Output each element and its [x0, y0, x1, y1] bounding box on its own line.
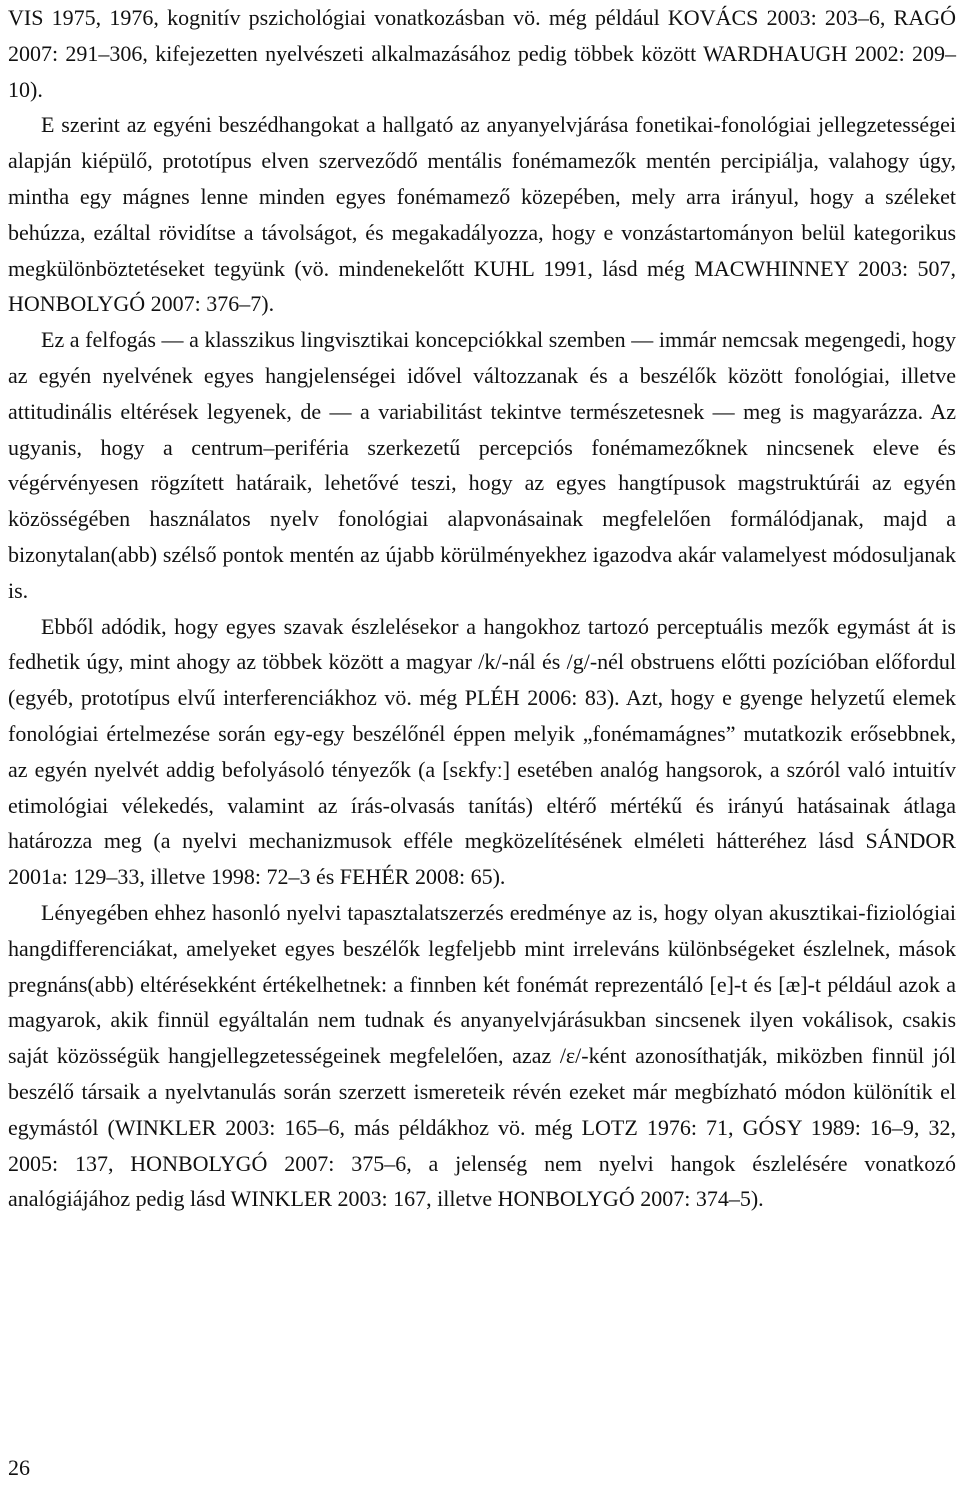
document-page [8, 0, 956, 1217]
paragraph-phoneme-magnet: E szerint az egyéni beszédhangokat a hallgató az anyanyelvjárása fonetikai-fonológiai jellegzetességei alapján kiépülő, prototípus elven szerveződő mentális fonémamezők mentén percipiálja, valahogy úgy, mintha egy mágnes lenne minden egyes fonémamező közepében, mely arra irányul, hogy a széleket behúzza, ezáltal rövidítse a távolságot, és megakadályozza, hogy e vonzástartományon belül kategorikus megkülönböztetéseket tegyünk (vö. mindenekelőtt KUHL 1991, lásd még MACWHINNEY 2003: 507, HONBOLYGÓ 2007: 376–7). [8, 112, 956, 317]
paragraph-variability: Ez a felfogás — a klasszikus lingvisztikai koncepciókkal szemben — immár nemcsak megengedi, hogy az egyén nyelvének egyes hangjelenségei idővel változzanak és a beszélők között fonológiai, illetve attitudinális eltérések legyenek, de — a variabilitást tekintve természetesnek — meg is magyarázza. Az ugyanis, hogy a centrum–periféria szerkezetű percepciós fonémamezőknek nincsenek eleve és végérvényesen rögzített határaik, lehetővé teszi, hogy az egyes hangtípusok magstruktúrái az egyén közösségében használatos nyelv fonológiai alapvonásainak megfelelően formálódjanak, majd a bizonytalan(abb) szélső pontok mentén az újabb körülményekhez igazodva akár valamelyest módosuljanak is. [8, 327, 956, 603]
page-number: 26 [8, 1455, 30, 1480]
paragraph-perceptual-fields: Ebből adódik, hogy egyes szavak észlelésekor a hangokhoz tartozó perceptuális mezők egymást át is fedhetik úgy, mint ahogy az többek között a magyar /k/-nál és /g/-nél obstruens előtti pozícióban előfordul (egyéb, prototípus elvű interferenciákhoz vö. még PLÉH 2006: 83). Azt, hogy e gyenge helyzetű elemek fonológiai értelmezése során egy-egy beszélőnél éppen melyik „fonémamágnes” mutatkozik erősebbnek, az egyén nyelvét addig befolyásoló tényezők (a [sɛkfyː] esetében analóg hangsorok, a szóról való intuitív etimológiai vélekedés, valamint az írás-olvasás tanítás) eltérő mértékű és irányú hatásainak átlaga határozza meg (a nyelvi mechanizmusok efféle megközelítésének elméleti hátteréhez lásd SÁNDOR 2001a: 129–33, illetve 1998: 72–3 és FEHÉR 2008: 65). [8, 613, 956, 890]
paragraph-continuation: VIS 1975, 1976, kognitív pszichológiai vonatkozásban vö. még például KOVÁCS 2003: 203–6, RAGÓ 2007: 291–306, kifejezetten nyelvészeti alkalmazásához pedig többek között WARDHAUGH 2002: 209–10). [8, 5, 956, 102]
paragraph-finnish-vowels: Lényegében ehhez hasonló nyelvi tapasztalatszerzés eredménye az is, hogy olyan akusztikai-fiziológiai hangdifferenciákat, amelyeket egyes beszélők legfeljebb mint irreleváns különbségeket észlelnek, mások pregnáns(abb) eltérésekként értékelhetnek: a finnben két fonémát reprezentáló [e]-t és [æ]-t például azok a magyarok, akik finnül egyáltalán nem tudnak és anyanyelvjárásukban sincsenek ilyen vokálisok, csakis saját közösségük hangjellegzetességeinek megfelelően, azaz /ɛ/-ként azonosíthatják, miközben finnül jól beszélő társaik a nyelvtanulás során szerzett ismereteik révén ezeket már megbízható módon különítik el egymástól (WINKLER 2003: 165–6, más példákhoz vö. még LOTZ 1976: 71, GÓSY 1989: 16–9, 32, 2005: 137, HONBOLYGÓ 2007: 375–6, a jelenség nem nyelvi hangok észlelésére vonatkozó analógiájához pedig lásd WINKLER 2003: 167, illetve HONBOLYGÓ 2007: 374–5). [8, 899, 956, 1212]
